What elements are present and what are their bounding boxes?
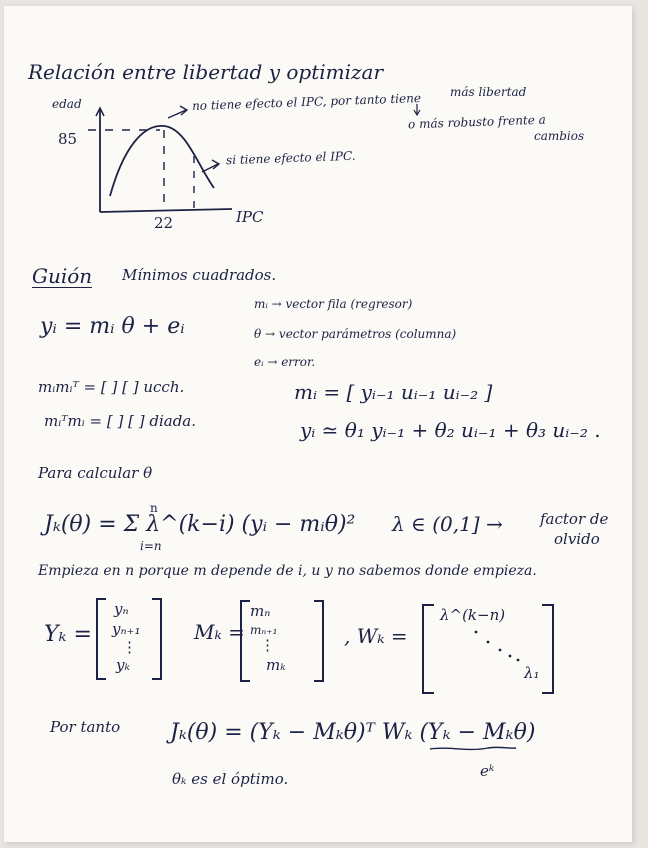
- annotation-changes: cambios: [534, 129, 585, 143]
- Y-entry: ⋮: [122, 638, 137, 656]
- optimum-statement: θₖ es el óptimo.: [172, 770, 289, 788]
- weighted-cost-equation: Jₖ(θ) = (Yₖ − Mₖθ)ᵀ Wₖ (Yₖ − Mₖθ): [170, 720, 536, 745]
- annotation-robust: o más robusto frente a: [407, 112, 547, 132]
- error-label: eᵏ: [480, 762, 495, 780]
- Y-entry: yₙ₊₁: [112, 620, 141, 638]
- W-diagonal-top: λ^(k−n): [440, 606, 506, 624]
- y-tick-label: 85: [58, 130, 78, 148]
- W-matrix-label: , Wₖ =: [344, 624, 408, 648]
- section-subtitle: Mínimos cuadrados.: [122, 266, 277, 284]
- x-axis-label: IPC: [236, 208, 264, 226]
- annotation-has-effect: si tiene efecto el IPC.: [225, 148, 356, 168]
- page-title: Relación entre libertad y optimizar: [28, 60, 384, 84]
- x-axis: [100, 209, 232, 212]
- annotation-no-effect: no tiene efecto el IPC, por tanto tiene: [191, 91, 422, 113]
- M-matrix-label: Mₖ =: [194, 620, 245, 644]
- y-axis-label: edad: [52, 97, 82, 111]
- inner-product: mᵢᵀmᵢ = [ ] [ ] diada.: [44, 412, 197, 430]
- x-tick-label: 22: [154, 214, 174, 232]
- M-entry: mₙ: [250, 602, 271, 620]
- start-note: Empieza en n porque m depende de i, u y no sabemos donde empieza.: [38, 563, 537, 579]
- notebook-page: [4, 6, 632, 842]
- forgetting-factor-label-2: olvido: [554, 530, 600, 548]
- M-entry: mₙ₊₁: [250, 623, 278, 637]
- M-entry: mₖ: [266, 656, 286, 674]
- definition-e: eᵢ → error.: [254, 355, 316, 369]
- cost-function: Jₖ(θ) = Σ λ^(k−i) (yᵢ − mᵢθ)²: [44, 512, 356, 537]
- model-equation: yᵢ = mᵢ θ + eᵢ: [40, 314, 185, 339]
- arrow-right: [202, 164, 218, 172]
- Y-matrix-label: Yₖ =: [44, 622, 92, 647]
- error-underline: [428, 744, 518, 754]
- Y-entry: yₖ: [116, 656, 130, 674]
- W-diagonal-dots: [470, 628, 530, 668]
- calc-intro: Para calcular θ: [38, 464, 153, 482]
- Y-entry: yₙ: [114, 600, 129, 618]
- definition-m: mᵢ → vector fila (regresor): [254, 297, 413, 311]
- forgetting-factor-label-1: factor de: [540, 510, 609, 528]
- M-entry: ⋮: [260, 636, 275, 654]
- definition-theta: θ → vector parámetros (columna): [254, 327, 457, 341]
- regressor-definition: mᵢ = [ yᵢ₋₁ uᵢ₋₁ uᵢ₋₂ ]: [294, 380, 493, 404]
- annotation-more-freedom: más libertad: [450, 85, 527, 99]
- outer-product: mᵢmᵢᵀ = [ ] [ ] ucch.: [38, 378, 185, 396]
- output-approximation: yᵢ ≃ θ₁ yᵢ₋₁ + θ₂ uᵢ₋₁ + θ₃ uᵢ₋₂ .: [300, 418, 601, 442]
- curve: [110, 126, 214, 196]
- W-diagonal-bottom: λ₁: [524, 664, 540, 682]
- conclusion-label: Por tanto: [50, 718, 121, 736]
- sum-lower-limit: i=n: [140, 539, 162, 553]
- lambda-range: λ ∈ (0,1] →: [392, 512, 503, 536]
- section-heading: Guión: [32, 264, 93, 288]
- sum-upper-limit: n: [150, 501, 158, 515]
- arrow-top: [168, 110, 186, 118]
